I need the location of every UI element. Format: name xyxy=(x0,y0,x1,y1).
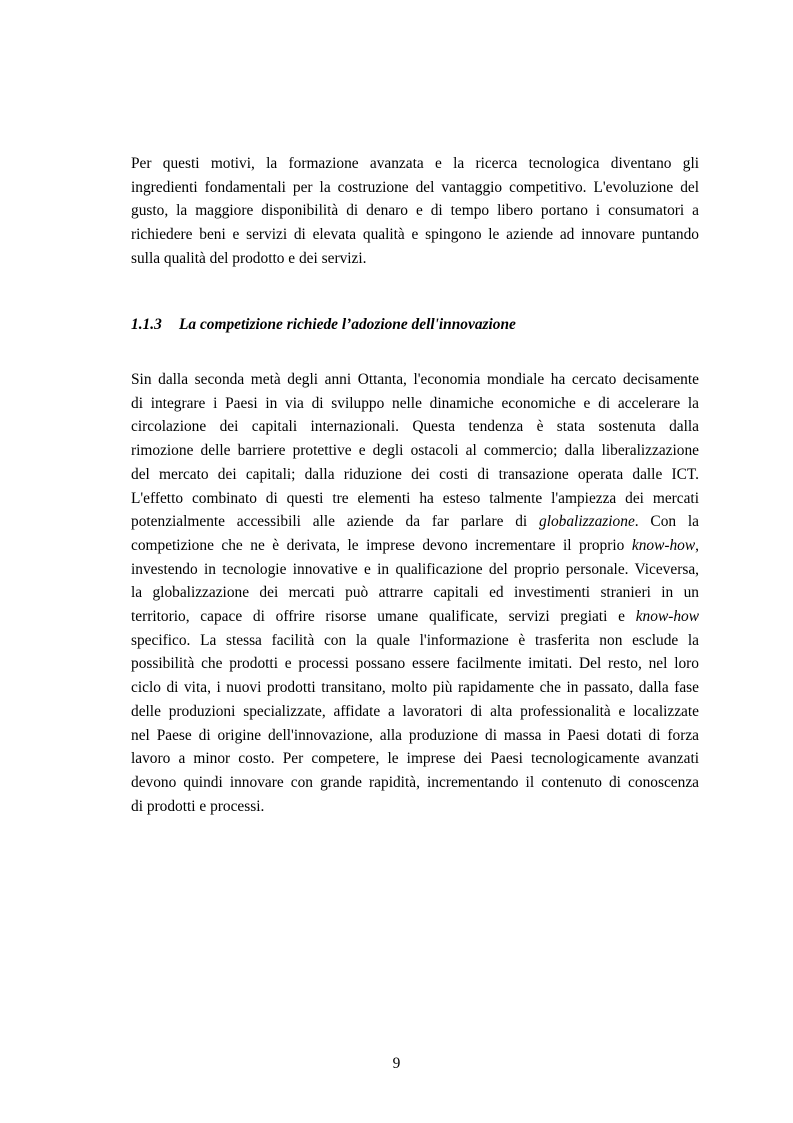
text-line: investendo in tecnologie innovative e in qualificazione del proprio personale. Viceversa, xyxy=(131,560,699,578)
text-line: la globalizzazione dei mercati può attrarre capitali ed investimenti stranieri in un xyxy=(131,584,699,602)
text-line: ciclo di vita, i nuovi prodotti transitano, molto più rapidamente che in passato, dalla fase xyxy=(131,679,699,697)
text-line: Sin dalla seconda metà degli anni Ottanta, l'economia mondiale ha cercato decisamente xyxy=(131,371,699,388)
text-line xyxy=(131,534,699,558)
text-line: lavoro a minor costo. Per competere, le imprese dei Paesi tecnologicamente avanzati xyxy=(131,750,699,768)
text-line: specifico. La stessa facilità con la quale l'informazione è trasferita non esclude la xyxy=(131,631,699,649)
text-run: territorio, capace di offrire risorse umane qualificate, servizi pregiati e xyxy=(131,608,636,626)
text-line: possibilità che prodotti e processi possano essere facilmente imitati. Del resto, nel loro xyxy=(131,655,699,673)
paragraph-intro xyxy=(131,152,699,271)
text-run: competizione che ne è derivata, le imprese devono incrementare il proprio xyxy=(131,536,632,554)
paragraph-competition xyxy=(131,368,699,818)
text-line: di integrare i Paesi in via di sviluppo nelle dinamiche economiche e di accelerare la xyxy=(131,394,699,412)
text-line: L'effetto combinato di questi tre elementi ha esteso talmente l'ampiezza dei mercati xyxy=(131,489,699,507)
emphasis-know-how: know-how xyxy=(635,608,699,626)
text-line: gusto, la maggiore disponibilità di denaro e di tempo libero portano i consumatori a xyxy=(131,202,699,220)
page-number: 9 xyxy=(392,1055,401,1072)
emphasis-globalizzazione: globalizzazione xyxy=(539,513,635,531)
text-line: richiedere beni e servizi di elevata qualità e spingono le aziende ad innovare puntando xyxy=(131,226,699,244)
text-run: potenzialmente accessibili alle aziende da far parlare di xyxy=(131,513,539,531)
emphasis-know-how: know-how xyxy=(631,536,696,554)
text-line: del mercato dei capitali; dalla riduzione dei costi di transazione operata dalle ICT. xyxy=(131,465,699,483)
text-line: sulla qualità del prodotto e dei servizi. xyxy=(131,249,367,267)
text-line: ingredienti fondamentali per la costruzione del vantaggio competitivo. L'evoluzione del xyxy=(131,178,699,196)
text-line: circolazione dei capitali internazionali. Questa tendenza è stata sostenuta dalla xyxy=(131,418,699,436)
text-line: delle produzioni specializzate, affidate a lavoratori di alta professionalità e localizzate xyxy=(131,702,699,720)
text-line: rimozione delle barriere protettive e degli ostacoli al commercio; dalla liberalizzazione xyxy=(131,442,699,460)
text-run: , xyxy=(695,536,699,554)
section-number: 1.1.3 xyxy=(131,316,162,333)
text-line xyxy=(131,510,699,534)
text-line: devono quindi innovare con grande rapidità, incrementando il contenuto di conoscenza xyxy=(131,773,699,791)
text-line: Per questi motivi, la formazione avanzata e la ricerca tecnologica diventano gli xyxy=(131,155,699,172)
text-line xyxy=(131,605,699,629)
section-title: La competizione richiede l’adozione dell'innovazione xyxy=(179,316,516,333)
section-heading xyxy=(131,316,516,334)
text-line: di prodotti e processi. xyxy=(131,797,265,815)
text-run: . Con la xyxy=(634,513,699,531)
text-line: nel Paese di origine dell'innovazione, alla produzione di massa in Paesi dotati di forza xyxy=(131,726,699,744)
